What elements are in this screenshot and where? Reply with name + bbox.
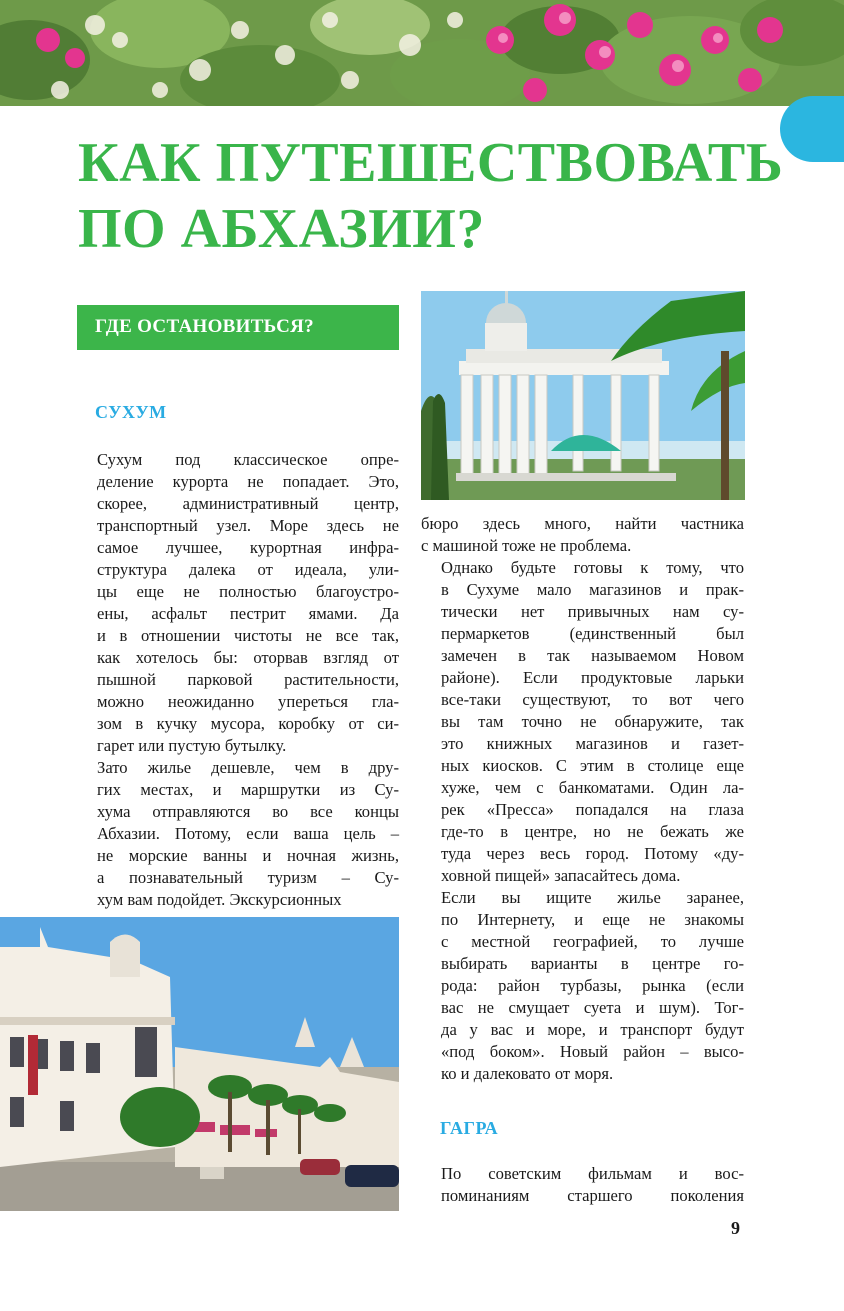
text-line: с местной географией, то лучше [441,932,744,951]
text-line: скорее, административный центр, [97,494,399,513]
paragraph [421,557,744,887]
text-line: пышной парковой растительности, [97,670,399,689]
floral-banner-art [0,0,844,106]
text-line: да у вас и море, и транспорт будут [441,1020,744,1039]
text-line: в Сухуме мало магазинов и прак- [441,580,744,599]
text-line: по Интернету, и еще не знакомы [441,910,744,929]
text-line: цы еще не полностью благоустро- [97,582,399,601]
text-line: зом в кучку мусора, коробку от си- [97,714,399,733]
page-title [78,130,784,262]
floral-banner [0,0,844,106]
paragraph [77,757,399,911]
section-header-label: ГДЕ ОСТАНОВИТЬСЯ? [95,316,314,337]
text-line: и в отношении чистоты не все так, [97,626,399,645]
paragraph [421,1163,744,1207]
gagra-text [421,1163,744,1207]
colonnade-photo [421,291,745,500]
text-line: это книжных магазинов и газет- [441,734,744,753]
text-line: бюро здесь много, найти частника [421,514,744,533]
gagra-heading: ГАГРА [440,1118,499,1138]
text-line: самое лучшее, курортная инфра- [97,538,399,557]
text-line: хум вам подойдет. Экскурсионных [97,890,342,909]
text-line: рек «Пресса» попадался на глаза [441,800,744,819]
text-line: ко и далековато от моря. [441,1064,614,1083]
text-line: все-таки существуют, то вот чего [441,690,744,709]
text-line: ены, асфальт пестрит ямами. Да [97,604,399,623]
section-header-bar [77,305,399,350]
text-line: Абхазии. Потому, если ваша цель – [97,824,399,843]
paragraph [421,887,744,1085]
text-line: а познавательный туризм – Су- [97,868,399,887]
colonnade-photo-art [421,291,745,500]
page-title-line-1: КАК ПУТЕШЕСТВОВАТЬ [78,132,784,194]
text-line: ных киосков. С этим в столице еще [441,756,744,775]
text-line: вас не смущает суета и шум). Тог- [441,998,744,1017]
text-line: туда через весь город. Потому «ду- [441,844,744,863]
text-line: где-то в центре, но не бежать же [441,822,744,841]
text-line: гарет или пустую бутылку. [97,736,287,755]
text-line: с машиной тоже не проблема. [421,536,632,555]
text-line: По советским фильмам и вос- [441,1164,744,1183]
chapter-tab [780,96,844,162]
text-line: хуже, чем с банкоматами. Один ла- [441,778,744,797]
text-line: Однако будьте готовы к тому, что [441,558,744,577]
text-line: ховной пищей» запасайтесь дома. [441,866,681,885]
text-line: тически нет привычных нам су- [441,602,744,621]
text-line: Если вы ищите жилье заранее, [441,888,744,907]
text-line: «под боком». Новый район – высо- [441,1042,744,1061]
text-line: гих местах, и маршрутки из Су- [97,780,399,799]
text-line: замечен в так называемом Новом [441,646,744,665]
sukhum-text-right-column [421,513,744,1085]
page-title-line-2: ПО АБХАЗИИ? [78,198,485,260]
text-line: Зато жилье дешевле, чем в дру- [97,758,399,777]
street-photo-art [0,917,399,1211]
paragraph [77,449,399,757]
text-line: как хотелось бы: оторвав взгляд от [97,648,399,667]
text-line: не морские ванны и ночная жизнь, [97,846,399,865]
text-line: рода: район турбазы, рынка (если [441,976,744,995]
text-line: вы там точно не обнаружите, так [441,712,744,731]
page-number: 9 [731,1218,740,1238]
text-line: хума отправляются во все концы [97,802,399,821]
text-line: можно неожиданно упереться гла- [97,692,399,711]
text-line: структура далека от идеала, ули- [97,560,399,579]
text-line: поминаниям старшего поколения [441,1186,744,1205]
text-line: пермаркетов (единственный был [441,624,744,643]
text-line: выбирать варианты в центре го- [441,954,744,973]
text-line: транспортный узел. Море здесь не [97,516,399,535]
sukhum-text-left-column [77,449,399,911]
text-line: Сухум под классическое опре- [97,450,399,469]
sukhum-heading: СУХУМ [95,402,167,422]
street-photo [0,917,399,1211]
text-line: районе). Если продуктовые ларьки [441,668,744,687]
paragraph-continuation [421,513,744,557]
text-line: деление курорта не попадает. Это, [97,472,399,491]
